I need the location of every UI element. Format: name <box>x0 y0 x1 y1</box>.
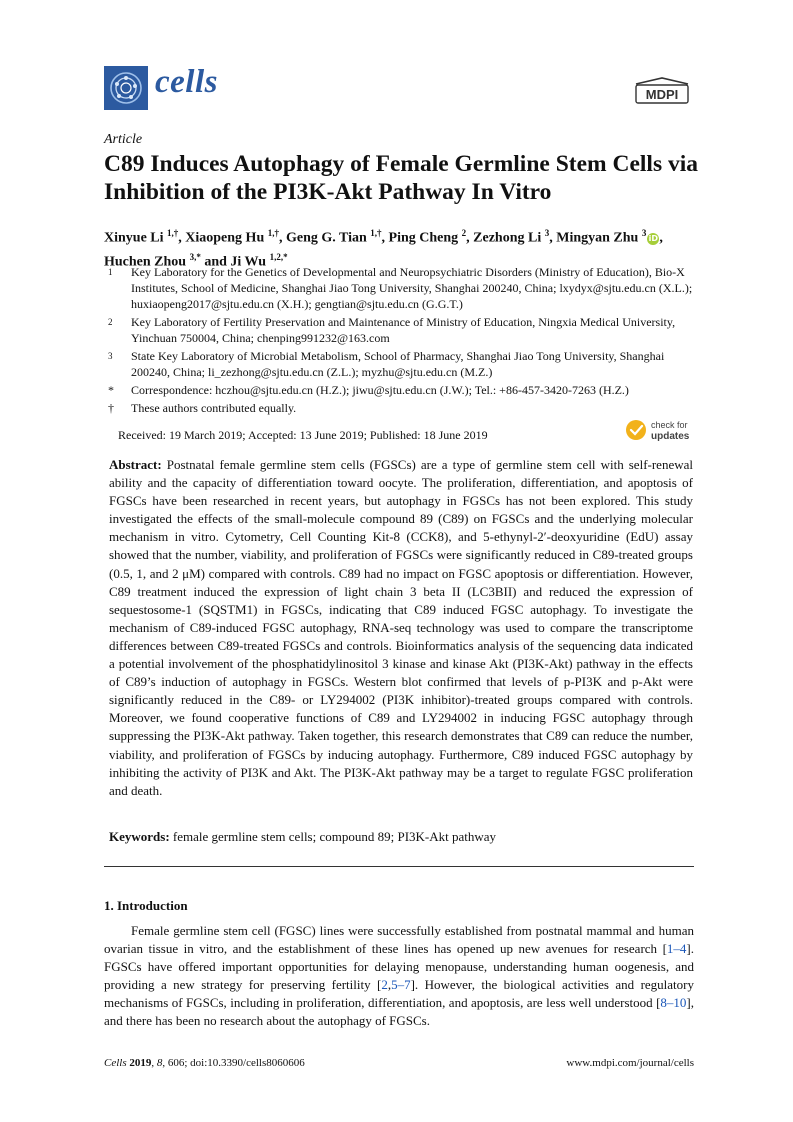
footer-doi: , 606; doi:10.3390/cells8060606 <box>162 1057 305 1069</box>
author-name: Huchen Zhou <box>104 254 187 270</box>
affiliation-mark: † <box>108 401 114 415</box>
author-affiliation-mark: 1,† <box>370 228 382 238</box>
author-name: Ji Wu <box>230 254 267 270</box>
mdpi-logo-icon <box>632 76 692 106</box>
citation-link[interactable]: 1–4 <box>666 941 687 957</box>
check-for-updates-badge[interactable] <box>624 416 696 444</box>
updates-badge-line1: check for <box>651 420 688 430</box>
keywords-text: female germline stem cells; compound 89; PI3K-Akt pathway <box>172 829 497 844</box>
publication-dates: Received: 19 March 2019; Accepted: 13 June 2019; Published: 18 June 2019 <box>118 428 488 442</box>
orcid-icon[interactable]: iD <box>648 233 659 243</box>
affiliation-mark: 3 <box>108 351 113 361</box>
affiliation-text: State Key Laboratory of Microbial Metabolism, School of Pharmacy, Shanghai Jiao Tong University, Shanghai 200240, China; li_zezhong@sjtu.edu.cn (Z.L.); myzhu@sjtu.edu.cn (M.Z.) <box>131 349 665 379</box>
affiliation-text: Key Laboratory of Fertility Preservation and Maintenance of Ministry of Education, Ningxia Medical University, Yinchuan 750004, China; chenping991232@163.com <box>131 315 676 345</box>
author-name: Mingyan Zhu <box>556 230 639 246</box>
author-separator: , <box>549 230 557 246</box>
author-affiliation-mark: 3 <box>544 228 550 238</box>
cells-journal-logo-icon <box>104 66 148 110</box>
affiliation-item <box>104 314 704 346</box>
section-divider <box>104 866 694 867</box>
intro-text: ], and there has been no research about the autophagy of FGSCs. <box>104 995 694 1029</box>
citation-link[interactable]: 2 <box>381 977 388 993</box>
author-name: Geng G. Tian <box>285 230 367 246</box>
affiliation-item <box>104 348 704 380</box>
affiliation-mark: 1 <box>108 267 113 277</box>
keywords-label: Keywords: <box>109 829 170 844</box>
affiliation-mark: * <box>108 383 114 397</box>
affiliation-text: Key Laboratory for the Genetics of Developmental and Neuropsychiatric Disorders (Ministry of Education), Bio-X Institutes, School of Medicine, Shanghai Jiao Tong University, Shanghai 200240, China; lxydyx@sjtu.edu.cn (X.L.); huxiaopeng2017@sjtu.edu.cn (X.H.); gengtian@sjtu.edu.cn (G.G.T.) <box>131 265 693 311</box>
author-name: Zezhong Li <box>473 230 542 246</box>
introduction-paragraph <box>104 922 694 1031</box>
author-name: Xinyue Li <box>104 230 164 246</box>
section-heading: 1. Introduction <box>104 898 188 913</box>
abstract <box>109 456 693 800</box>
author-affiliation-mark: 1,† <box>267 228 279 238</box>
author-separator: , <box>466 230 474 246</box>
affiliation-item <box>104 382 704 398</box>
affiliation-text: These authors contributed equally. <box>131 401 297 415</box>
intro-text: ]. However, the biological activities and regulatory mechanisms of FGSCs, including in proliferation, differentiation, and apoptosis, are less well understood [ <box>104 977 694 1011</box>
updates-badge-line2: updates <box>651 431 690 442</box>
author-affiliation-mark: 1,† <box>167 228 179 238</box>
footer-year: 2019 <box>129 1057 152 1069</box>
affiliation-mark: 2 <box>108 317 113 327</box>
article-type: Article <box>104 132 143 147</box>
author-affiliation-mark: 3,* <box>189 251 201 262</box>
affiliation-item <box>104 264 704 312</box>
abstract-text: Postnatal female germline stem cells (FGSCs) are a type of germline stem cell with self-renewal ability and the capacity of differentiation toward oocyte. The proliferation, differentiation, and apoptosis of FGSCs have been researched in recent years, but autophagy in FGSCs has not been explored. This study investigated the effects of the small-molecule compound 89 (C89) on FGSCs and the underlying molecular mechanism in vitro. Cytometry, Cell Counting Kit-8 (CCK8), and 5-ethynyl-2′-deoxyuridine (EdU) assay showed that the number, viability, and proliferation of FGSCs were significantly reduced in C89-treated groups (0.5, 1, and 2 μM) compared with controls. C89 had no impact on FGSC apoptosis or differentiation. However, C89 treatment induced the expression of light chain 3 beta II (LC3BII) and reduced the expression of sequestosome-1 (SQSTM1) in FGSCs, indicating that C89 induced FGSC autophagy. To investigate the mechanism of C89-induced FGSC autophagy, RNA-seq technology was used to compare the transcriptome differences between C89-treated FGSCs and controls. Bioinformatics analysis of the sequencing data indicated a potential involvement of the phosphatidylinositol 3 kinase and kinase Akt (PI3K-Akt) pathway in the effects of C89’s induction of autophagy in FGSCs. Western blot confirmed that levels of p-PI3K and p-Akt were significantly reduced in the C89- or LY294002 (PI3K inhibitor)-treated groups compared with controls. Moreover, we found cooperative functions of C89 and LY294002 in inducing FGSC autophagy through suppressing the PI3K-Akt pathway. Taken together, this research demonstrates that C89 can reduce the number, viability, and proliferation of FGSCs by inducing autophagy. Furthermore, C89 induced FGSC autophagy by inhibiting the activity of PI3K and Akt. The PI3K-Akt pathway may be a target to regulate FGSC proliferation and death. <box>109 457 693 798</box>
footer-journal-url[interactable]: www.mdpi.com/journal/cells <box>566 1057 694 1069</box>
citation-link[interactable]: 8–10 <box>660 995 687 1011</box>
keywords <box>109 828 693 846</box>
author-affiliation-mark: 1,2,* <box>269 251 288 262</box>
citation-link[interactable]: 5–7 <box>391 977 411 993</box>
footer-volume: 8 <box>156 1057 163 1069</box>
affiliation-text: Correspondence: hczhou@sjtu.edu.cn (H.Z.); jiwu@sjtu.edu.cn (J.W.); Tel.: +86-457-3420-7263 (H.Z.) <box>131 383 629 397</box>
author-separator: , <box>659 230 663 246</box>
author-separator: , <box>278 230 286 246</box>
journal-name: cells <box>155 64 218 100</box>
affiliation-item <box>104 400 704 416</box>
publisher-logo-text: MDPI <box>645 87 679 102</box>
author-affiliation-mark: 2 <box>461 228 467 238</box>
author-name: Ping Cheng <box>388 230 459 246</box>
author-separator: and <box>200 254 231 270</box>
article-title: C89 Induces Autophagy of Female Germline Stem Cells via Inhibition of the PI3K-Akt Pathway In Vitro <box>104 151 698 205</box>
author-separator: , <box>178 230 186 246</box>
intro-text: Female germline stem cell (FGSC) lines were successfully established from postnatal mammal and human ovarian tissue in vitro, and the establishment of these lines has opened up new avenues for research [ <box>104 923 694 957</box>
author-separator: , <box>381 230 389 246</box>
footer-citation: Cells 2019, 8, 606; doi:10.3390/cells8060606 <box>104 1057 305 1069</box>
abstract-label: Abstract: <box>109 457 162 472</box>
affiliation-list <box>104 264 704 418</box>
footer-journal: Cells <box>104 1057 127 1069</box>
author-affiliation-mark: 3 <box>641 228 647 238</box>
intro-text: , <box>387 977 392 993</box>
intro-text: ]. FGSCs have offered important opportunities for delaying menopause, understanding human oogenesis, and providing a new strategy for preserving fertility [ <box>104 941 694 993</box>
author-name: Xiaopeng Hu <box>185 230 265 246</box>
